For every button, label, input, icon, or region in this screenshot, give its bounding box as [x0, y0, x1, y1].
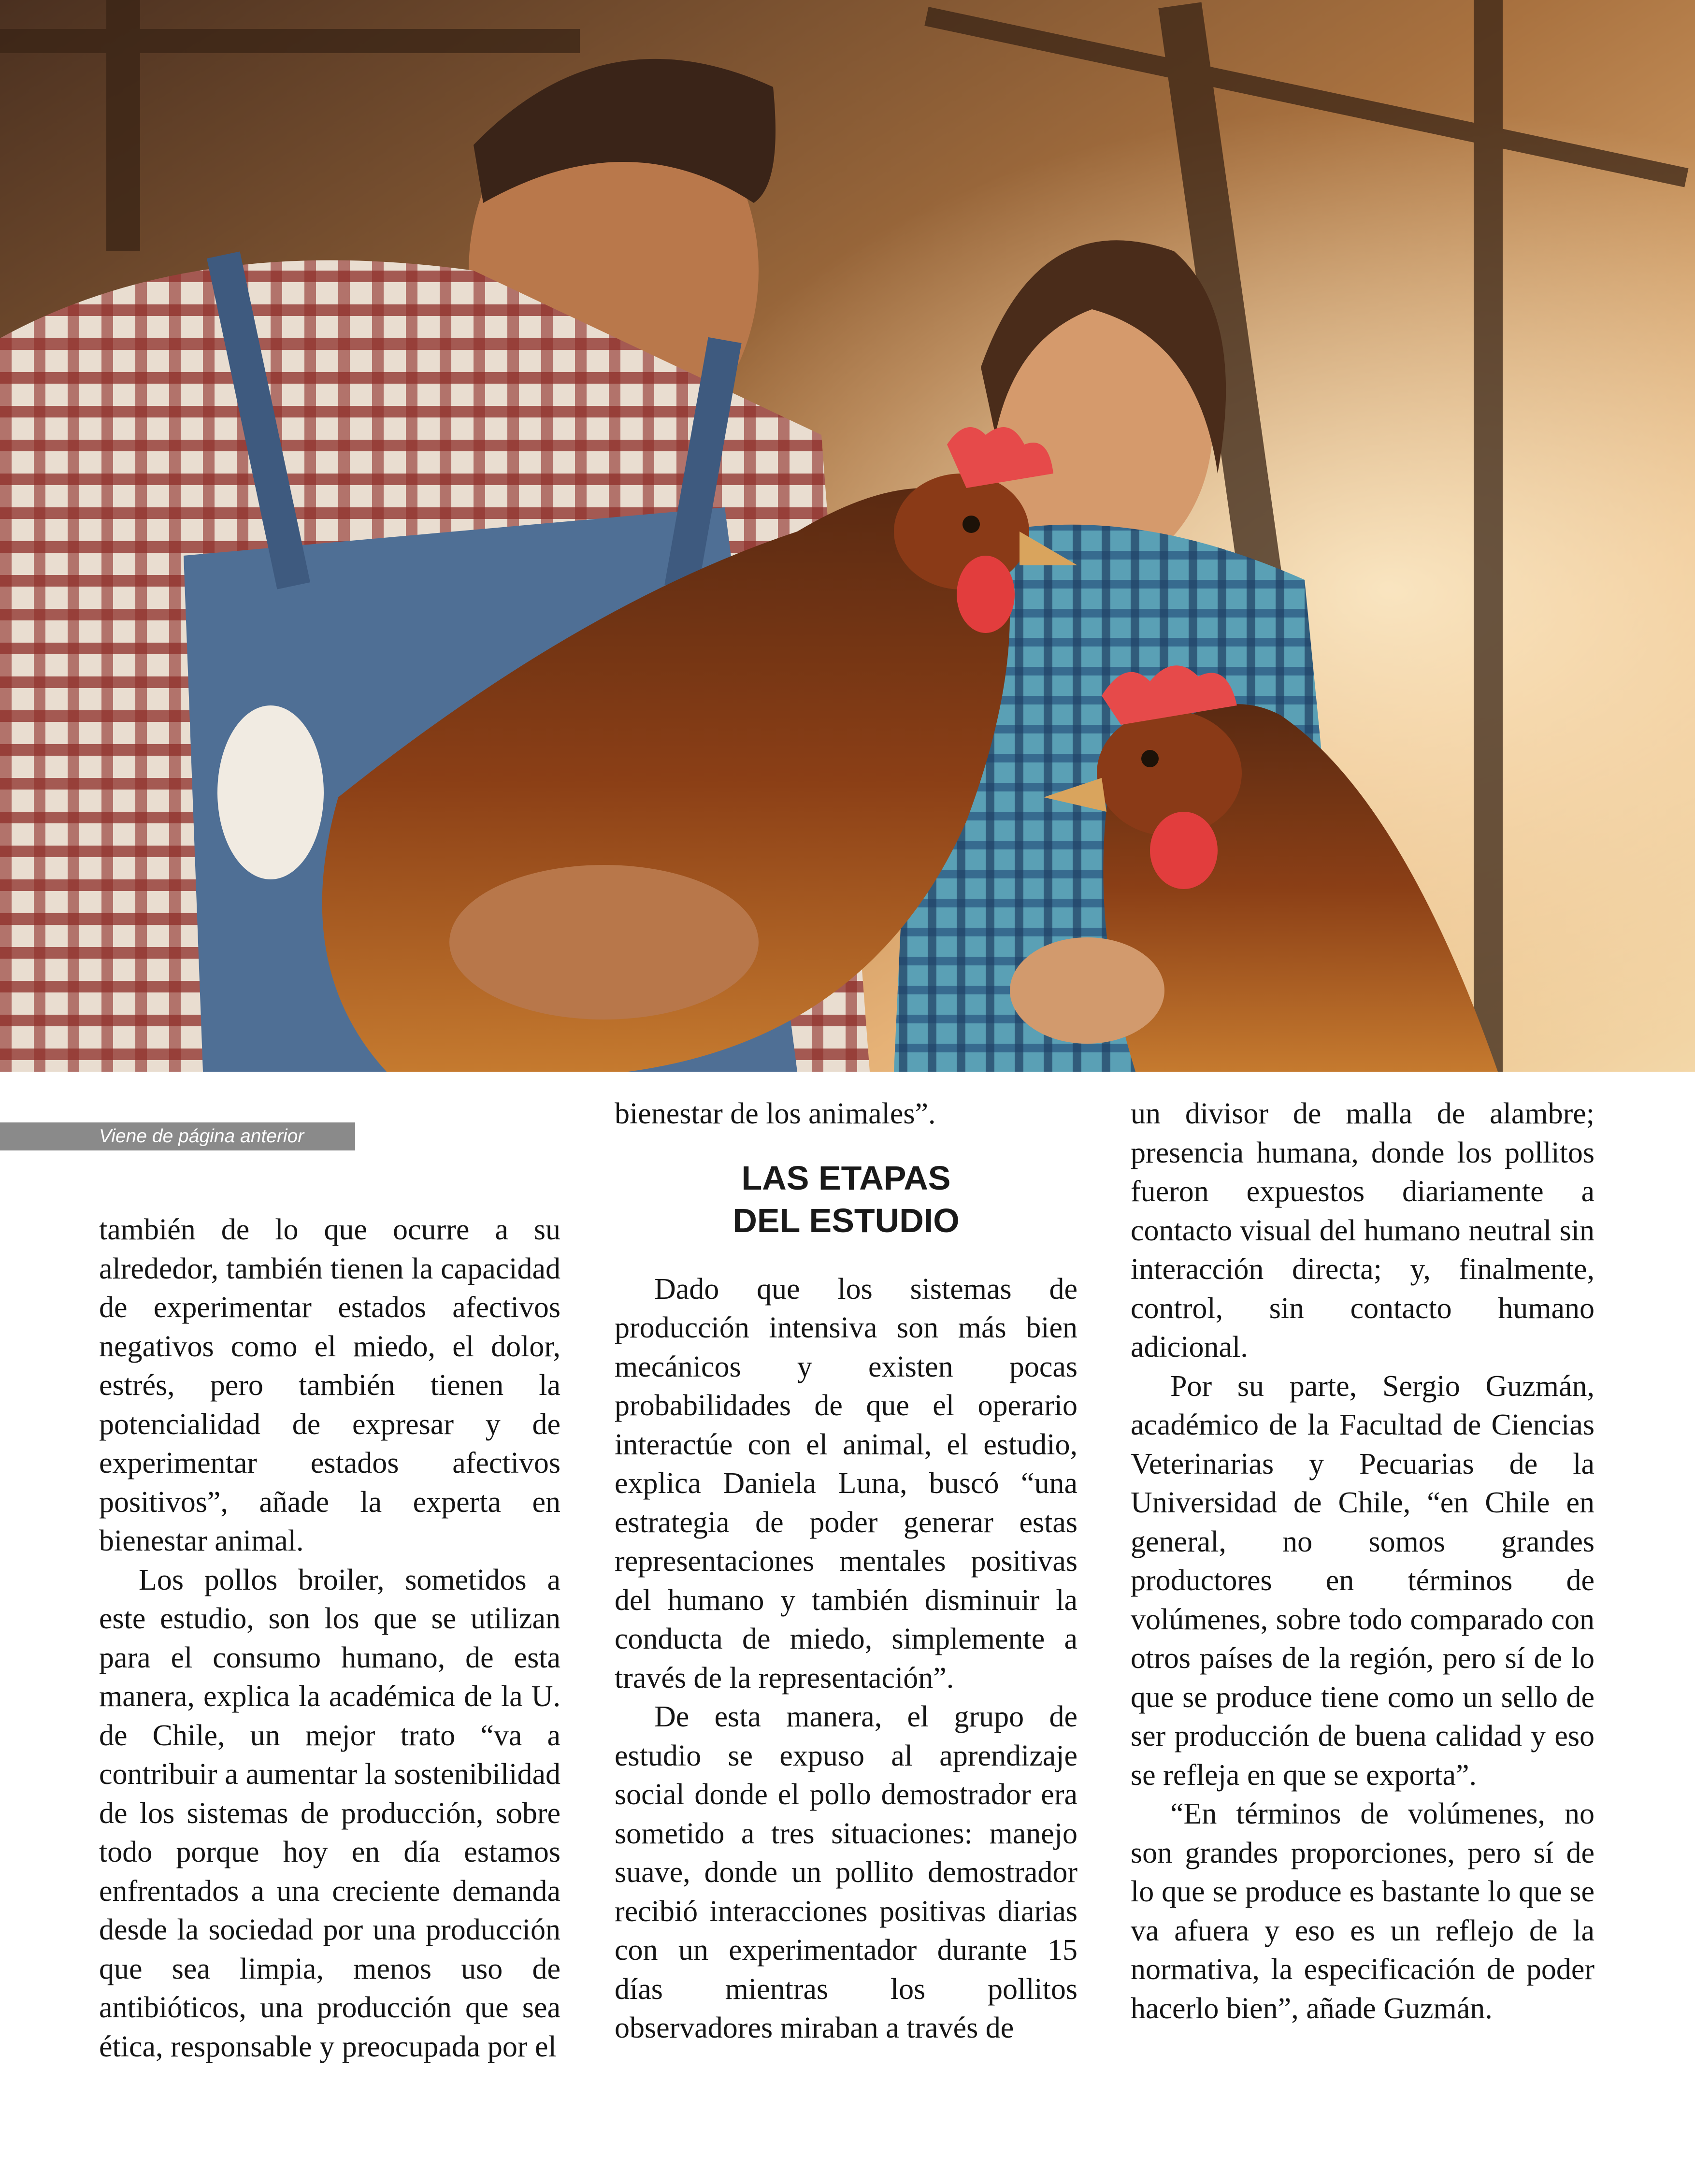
column2-paragraph-2: De esta manera, el grupo de estudio se expuso al aprendizaje social donde el pollo demostrador era sometido a tres situaciones: manejo suave, donde un pollito demostrador recibió interacciones positivas diarias con un experimentador durante 15 días mientras los pollitos observadores miraban a través de — [615, 1700, 1077, 2044]
column2-paragraph-continued: bienestar de los animales”. — [615, 1097, 936, 1130]
column2-paragraph-1: Dado que los sistemas de producción intensiva son más bien mecánicos y existen pocas probabilidades de que el operario interactúe con el animal, el estudio, explica Daniela Luna, buscó “una estrategia de poder generar estas representaciones mentales positivas del humano y también disminuir la conducta de miedo, simplemente a través de la representación”. — [615, 1272, 1077, 1695]
column3-paragraph-continued: un divisor de malla de alambre; presencia humana, donde los pollitos fueron expuestos diariamente a contacto visual del humano neutral sin interacción directa; y, finalmente, control, sin contacto humano adicional. — [1131, 1097, 1594, 1364]
column3-paragraph-1: Por su parte, Sergio Guzmán, académico de la Facultad de Ciencias Veterinarias y Pecuarias de la Universidad de Chile, “en Chile en general, no somos grandes productores en términos de volúmenes, sobre todo comparado con otros países de la región, pero sí de lo que se produce tiene como un sello de ser producción de buena calidad y eso se refleja en que se exporta”. — [1131, 1369, 1594, 1792]
column1-paragraph-2: Los pollos broiler, sometidos a este estudio, son los que se utilizan para el consumo humano, de esta manera, explica la académica de la U. de Chile, un mejor trato “va a contribuir a aumentar la sostenibilidad de los sistemas de producción, sobre todo porque hoy en día estamos enfrentados a una creciente demanda desde la sociedad por una producción que sea limpia, menos uso de antibióticos, una producción que sea ética, responsable y preocupada por el — [99, 1563, 560, 2063]
text-column-2 — [615, 1094, 1077, 2048]
text-column-3 — [1131, 1094, 1594, 2028]
continued-from-previous-page-tag: Viene de página anterior — [0, 1122, 355, 1150]
text-column-1 — [99, 1210, 560, 2066]
column3-paragraph-2: “En términos de volúmenes, no son grandes proporciones, pero sí de lo que se produce es bastante lo que se va afuera y eso es un reflejo de la normativa, la especificación de poder hacerlo bien”, añade Guzmán. — [1131, 1797, 1594, 2025]
section-heading — [615, 1157, 1077, 1242]
column1-paragraph-1: también de lo que ocurre a su alrededor, también tienen la capacidad de experimentar estados afectivos negativos como el miedo, el dolor, estrés, pero también tienen la potencialidad de expresar y de experimentar estados afectivos positivos”, añade la experta en bienestar animal. — [99, 1213, 560, 1557]
section-heading-line-2: DEL ESTUDIO — [733, 1201, 960, 1239]
hero-photo — [0, 0, 1695, 1072]
hero-photo-illustration — [0, 0, 1695, 1072]
section-heading-line-1: LAS ETAPAS — [741, 1159, 951, 1197]
